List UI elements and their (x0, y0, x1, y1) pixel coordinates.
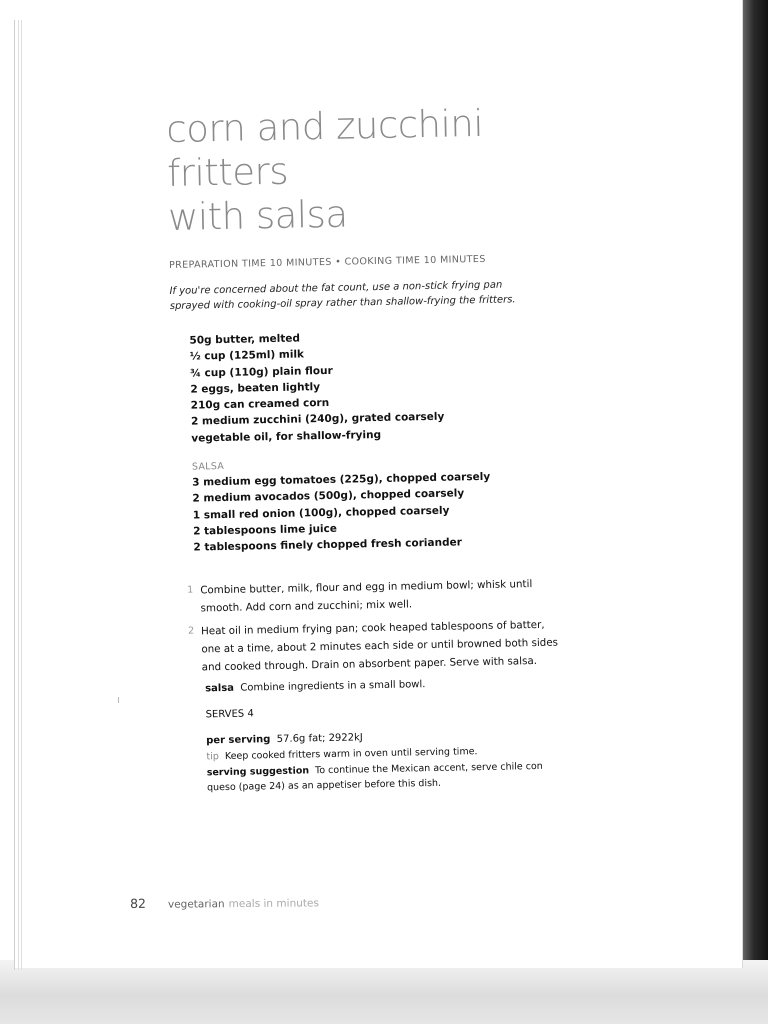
method-step (176, 614, 597, 676)
prep-cook-times: PREPARATION TIME 10 MINUTES • COOKING TIME 10 MINUTES (168, 253, 486, 271)
book-title-bold: vegetarian (167, 898, 225, 911)
ingredient-item: 2 medium zucchini (240g), grated coarsely (190, 411, 445, 429)
margin-mark (118, 697, 119, 703)
salsa-ingredient-item: 1 small red onion (100g), chopped coarsely (192, 504, 450, 522)
ingredient-item: 210g can creamed corn (190, 397, 330, 412)
page-shadow-bottom (0, 960, 768, 1024)
serves: SERVES 4 (205, 707, 254, 720)
recipe (166, 100, 599, 795)
salsa-ingredient-item: 2 tablespoons finely chopped fresh coriander (193, 536, 462, 554)
serving-suggestion-text: To continue the Mexican accent, serve chile con queso (page 24) as an appetiser before this dish. (206, 760, 543, 793)
salsa-note (205, 673, 597, 697)
per-serving-label: per serving (206, 733, 271, 746)
salsa-heading: SALSA (191, 461, 225, 473)
salsa-ingredient-item: 3 medium egg tomatoes (225g), chopped coarsely (192, 470, 491, 489)
salsa-ingredient-item: 2 tablespoons lime juice (193, 522, 338, 538)
page-edges (14, 20, 23, 970)
ingredient-item: vegetable oil, for shallow-frying (191, 428, 382, 445)
salsa-note-text: Combine ingredients in a small bowl. (240, 678, 426, 694)
recipe-title: corn and zucchini fritters with salsa (166, 101, 484, 239)
tip-label: tip (206, 750, 219, 762)
tip-text: Keep cooked fritters warm in oven until serving time. (224, 745, 478, 762)
book-title-light: meals in minutes (228, 897, 319, 911)
step-text: Heat oil in medium frying pan; cook heaped tablespoons of batter, one at a time, about 2 minutes each side or until browned both sides and cooked through. Drain on absorbent paper. Serve with salsa. (200, 618, 559, 673)
step-text: Combine butter, milk, flour and egg in medium bowl; whisk until smooth. Add corn and zucchini; mix well. (200, 577, 533, 614)
recipe-notes (177, 673, 599, 795)
method-steps (175, 573, 597, 676)
ingredient-list (189, 325, 594, 556)
serving-suggestion-label: serving suggestion (206, 764, 310, 778)
ingredient-item: 2 eggs, beaten lightly (190, 380, 321, 396)
step-number: 1 (187, 584, 194, 596)
recipe-intro: If you're concerned about the fat count, use a non-stick frying pan sprayed with cooking-oil spray rather than shallow-frying the fritters. (169, 279, 516, 312)
per-serving-text: 57.6g fat; 2922kJ (276, 731, 363, 745)
page-footer (130, 894, 319, 911)
salsa-note-label: salsa (205, 682, 235, 694)
ingredient-item: ¾ cup (110g) plain flour (189, 364, 333, 380)
ingredient-item: 50g butter, melted (189, 332, 301, 347)
ingredient-item: ½ cup (125ml) milk (189, 348, 305, 363)
salsa-ingredient-item: 2 medium avocados (500g), chopped coarsely (192, 487, 465, 505)
page-shadow-right (742, 0, 768, 1024)
method-step (175, 573, 596, 617)
step-number: 2 (187, 625, 195, 637)
page-number: 82 (130, 895, 147, 911)
